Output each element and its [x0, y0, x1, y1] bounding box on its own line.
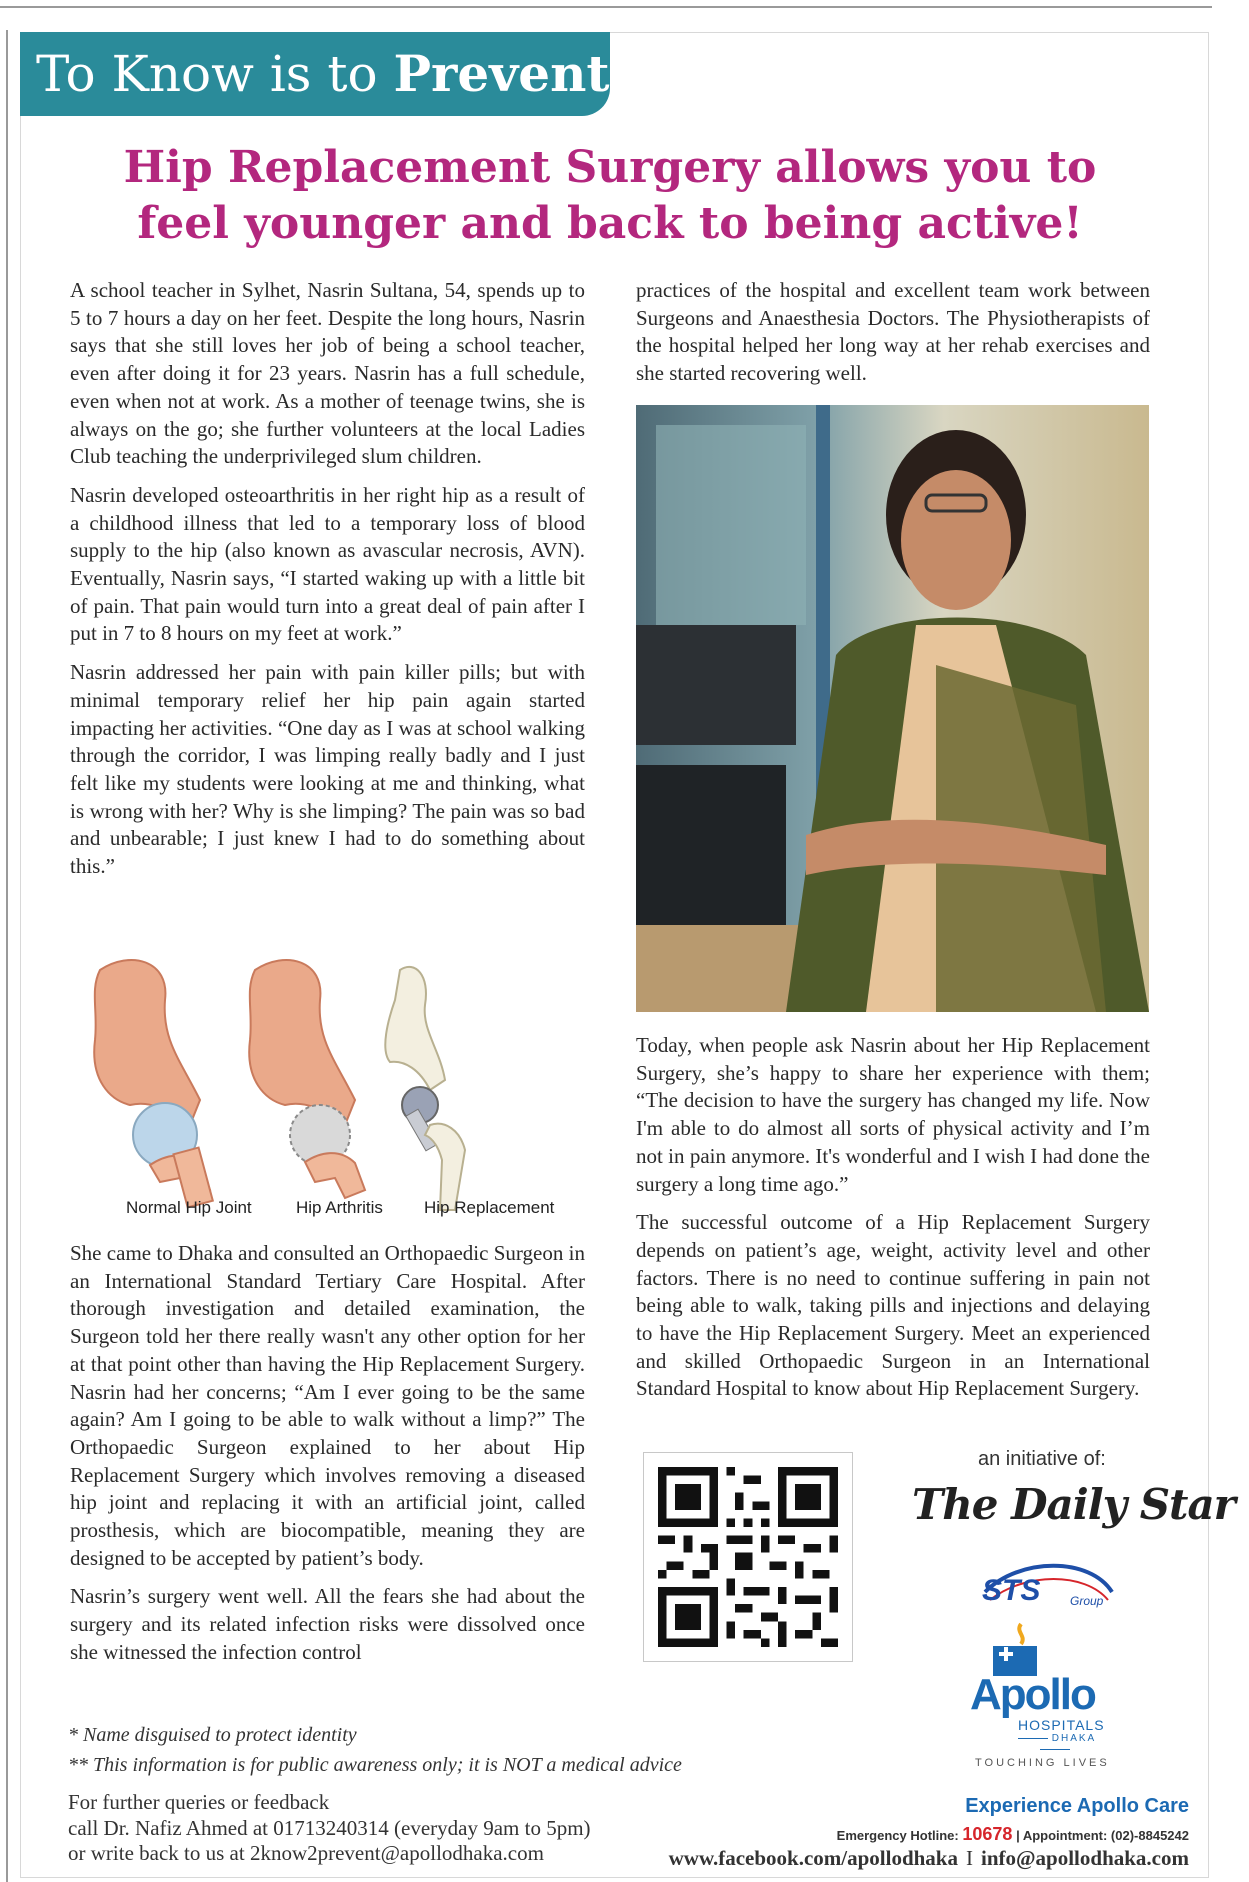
hotline-number[interactable]: 10678 [962, 1824, 1013, 1844]
paragraph: Nasrin addressed her pain with pain killer pills; but with minimal temporary relief her hip pain again started impacting her activities. “One day as I was at school walking through the corridor, I was limping really badly and I just felt like my students were looking at me and thinking, what is wrong with her? Why is she limping? The pain was so bad and unbearable; I just knew I had to do something about this.” [70, 660, 585, 879]
headline [40, 140, 1180, 252]
facebook-link[interactable]: www.facebook.com/apollodhaka [668, 1846, 958, 1870]
headline-line-1: Hip Replacement Surgery allows you to [123, 142, 1097, 193]
paragraph: Nasrin developed osteoarthritis in her right hip as a result of a childhood illness that led to a temporary loss of blood supply to the hip (also known as avascular necrosis, AVN). Eventually, Nasrin says, “I started waking up with a little bit of pain. That pain would turn into a great deal of pain after I put in 7 to 8 hours on my feet at work.” [70, 482, 585, 646]
column-left-top [70, 277, 585, 892]
hip-arthritis-image [249, 960, 365, 1198]
experience-apollo-care: Experience Apollo Care [965, 1795, 1189, 1817]
hip-replacement-image [385, 967, 465, 1210]
column-left-bottom [70, 1240, 585, 1678]
contact-info [68, 1790, 668, 1867]
hotline-line [837, 1824, 1189, 1845]
hip-joint-illustration [70, 950, 585, 1220]
contact-line-2: call Dr. Nafiz Ahmed at 01713240314 (everyday 9am to 5pm) [68, 1815, 591, 1840]
banner-bold: Prevent [393, 44, 610, 103]
paragraph: The successful outcome of a Hip Replacement Surgery depends on patient’s age, weight, activity level and other factors. There is no need to continue suffering in pain not being able to walk, taking pills and injections and delaying to have the Hip Replacement Surgery. Meet an experienced and skilled Orthopaedic Surgeon in an International Standard Hospital to know about Hip Replacement Surgery. [636, 1210, 1150, 1401]
separator: | [1016, 1828, 1023, 1843]
hotline-label: Emergency Hotline: [836, 1828, 959, 1843]
column-right-bottom [636, 1032, 1150, 1414]
touching-lives-tagline: TOUCHING LIVES [975, 1757, 1110, 1769]
paragraph: A school teacher in Sylhet, Nasrin Sultana, 54, spends up to 5 to 7 hours a day on her feet. Despite the long hours, Nasrin says that she still loves her job of being a school teacher, even after doing it for 23 years. Nasrin has a full schedule, even when not at work. As a mother of teenage twins, she is always on the go; she further volunteers at the local Ladies Club teaching the underprivileged slum children. [70, 278, 585, 469]
separator: I [966, 1846, 973, 1870]
top-rule [0, 6, 1212, 8]
daily-star-logo: The Daily Star [912, 1480, 1235, 1529]
apollo-hospitals-label: HOSPITALS [1018, 1717, 1105, 1733]
paragraph: Today, when people ask Nasrin about her Hip Replacement Surgery, she’s happy to share her experience with them; “The decision to have the surgery has changed my life. Now I'm able to do almost all sorts of physical activity and I’m not in pain anymore. It's wonderful and I wish I had done the surgery a long time ago.” [636, 1033, 1150, 1196]
paragraph: Nasrin’s surgery went well. All the fears she had about the surgery and its related infection risks were dissolved once she witnessed the infection control [70, 1584, 585, 1664]
email-link[interactable]: info@apollodhaka.com [981, 1846, 1189, 1870]
contact-line-1: For further queries or feedback [68, 1790, 330, 1814]
sts-logo: STS [982, 1574, 1041, 1607]
caption-hip-replacement: Hip Replacement [424, 1198, 555, 1217]
paragraph: She came to Dhaka and consulted an Orthopaedic Surgeon in an International Standard Tertiary Care Hospital. After thorough investigation and detailed examination, the Surgeon told her there really wasn't any other option for her at that point other than having the Hip Replacement Surgery. Nasrin had her concerns; “Am I ever going to be the same again? Am I going to be able to walk without a limp?” The Orthopaedic Surgeon explained to her about Hip Replacement Surgery which involves removing a diseased hip joint and replacing it with an artificial joint, called prosthesis, which are biocompatible, meaning they are designed to be accepted by patient’s body. [70, 1241, 585, 1570]
headline-line-2: feel younger and back to being active! [137, 198, 1083, 249]
sts-group-label: Group [1070, 1594, 1104, 1608]
paragraph: practices of the hospital and excellent team work between Surgeons and Anaesthesia Doctors. The Physiotherapists of the hospital helped her long way at her rehab exercises and she started recovering well. [636, 278, 1150, 386]
column-right-top [636, 277, 1150, 399]
apollo-logo: Apollo [970, 1670, 1095, 1719]
banner-lead: To Know is to [36, 45, 394, 103]
initiative-label: an initiative of: [978, 1448, 1106, 1470]
footnote-disclaimer: ** This information is for public awareness only; it is NOT a medical advice [68, 1754, 682, 1776]
caption-hip-arthritis: Hip Arthritis [296, 1198, 383, 1217]
qr-code[interactable] [643, 1452, 853, 1662]
web-links [669, 1846, 1189, 1871]
left-rule [6, 30, 8, 1882]
footnote-identity: * Name disguised to protect identity [68, 1724, 357, 1746]
normal-hip-joint-image [94, 960, 213, 1207]
contact-line-3: or write back to us at 2know2prevent@apollodhaka.com [68, 1841, 544, 1865]
section-banner [20, 32, 610, 116]
appointment-number[interactable]: Appointment: (02)-8845242 [1022, 1828, 1189, 1843]
caption-normal-hip: Normal Hip Joint [126, 1198, 252, 1217]
apollo-dhaka-label: DHAKA [1000, 1733, 1110, 1755]
portrait-photo [636, 405, 1149, 1012]
